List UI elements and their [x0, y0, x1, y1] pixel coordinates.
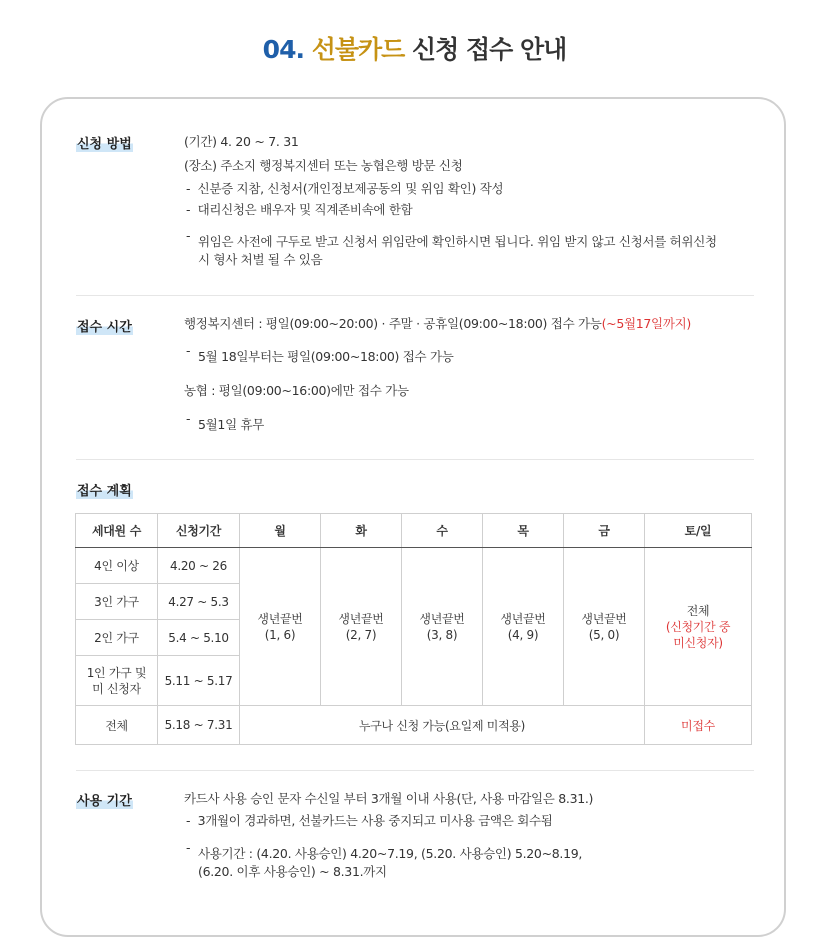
usage-label: 사용 기간 — [77, 794, 132, 809]
table-row — [76, 548, 752, 584]
hours-admin-main: 행정복지센터 : 평일(09:00~20:00) · 주말 · 공휴일(09:00~18:00) 접수 가능(~5월17일까지) — [184, 316, 691, 331]
plan-label: 접수 계획 — [77, 484, 132, 499]
table-header: 수 — [402, 514, 483, 548]
apply-range: 4.27 ~ 5.3 — [158, 584, 240, 620]
apply-bullet-proxy: - 대리신청은 배우자 및 직계존비속에 한함 — [186, 202, 413, 217]
apply-range: 5.11 ~ 5.17 — [158, 656, 240, 706]
table-header: 화 — [321, 514, 402, 548]
table-row-total — [76, 706, 752, 745]
hours-label: 접수 시간 — [77, 320, 132, 335]
hours-admin-sub: - 5월 18일부터는 평일(09:00~18:00) 접수 가능 — [186, 343, 454, 364]
weekend-closed: 미접수 — [645, 706, 752, 745]
household-size: 3인 가구 — [76, 584, 158, 620]
household-size: 2인 가구 — [76, 620, 158, 656]
apply-bullet-delegation: - 위임은 사전에 구두로 받고 신청서 위임란에 확인하시면 됩니다. 위임 받지 않고 신청서를 허위신청 시 형사 처벌 될 수 있음 — [186, 228, 717, 267]
weekday-thu: 생년끝번 (4, 9) — [483, 548, 564, 706]
apply-method-label: 신청 방법 — [77, 137, 132, 152]
open-description: 누구나 신청 가능(요일제 미적용) — [240, 706, 645, 745]
weekday-tue: 생년끝번 (2, 7) — [321, 548, 402, 706]
hours-admin-note: (~5월17일까지) — [601, 316, 691, 331]
hours-nh-sub: - 5월1일 휴무 — [186, 411, 265, 432]
divider — [76, 459, 754, 460]
table-header: 세대원 수 — [76, 514, 158, 548]
table-header-row — [76, 514, 752, 548]
table-header: 목 — [483, 514, 564, 548]
page-title — [0, 30, 829, 66]
table-header: 신청기간 — [158, 514, 240, 548]
title-rest: 신청 접수 안내 — [412, 35, 567, 64]
hours-nh-main: 농협 : 평일(09:00~16:00)에만 접수 가능 — [184, 383, 409, 398]
plan-table — [75, 513, 752, 745]
household-size: 전체 — [76, 706, 158, 745]
apply-period: (기간) 4. 20 ~ 7. 31 — [184, 134, 299, 149]
household-size: 4인 이상 — [76, 548, 158, 584]
apply-range: 5.18 ~ 7.31 — [158, 706, 240, 745]
weekend-cell: 전체 (신청기간 중 미신청자) — [645, 548, 752, 706]
apply-range: 4.20 ~ 26 — [158, 548, 240, 584]
table-header: 금 — [564, 514, 645, 548]
weekday-wed: 생년끝번 (3, 8) — [402, 548, 483, 706]
usage-bullet-periods: - 사용기간 : (4.20. 사용승인) 4.20~7.19, (5.20. 사용승인) 5.20~8.19, (6.20. 이후 사용승인) ~ 8.31.까지 — [186, 840, 583, 879]
usage-bullet-expire: - 3개월이 경과하면, 선불카드는 사용 중지되고 미사용 금액은 회수됨 — [186, 813, 553, 828]
table-header: 월 — [240, 514, 321, 548]
apply-bullet-id: - 신분증 지참, 신청서(개인정보제공동의 및 위임 확인) 작성 — [186, 181, 504, 196]
table-header: 토/일 — [645, 514, 752, 548]
weekday-mon: 생년끝번 (1, 6) — [240, 548, 321, 706]
divider — [76, 295, 754, 296]
divider — [76, 770, 754, 771]
weekday-fri: 생년끝번 (5, 0) — [564, 548, 645, 706]
usage-main: 카드사 사용 승인 문자 수신일 부터 3개월 이내 사용(단, 사용 마감일은 8.31.) — [184, 791, 594, 806]
apply-range: 5.4 ~ 5.10 — [158, 620, 240, 656]
section-number: 04. — [262, 35, 304, 64]
title-highlight: 선불카드 — [311, 35, 405, 64]
apply-place: (장소) 주소지 행정복지센터 또는 농협은행 방문 신청 — [184, 158, 463, 173]
household-size: 1인 가구 및 미 신청자 — [76, 656, 158, 706]
